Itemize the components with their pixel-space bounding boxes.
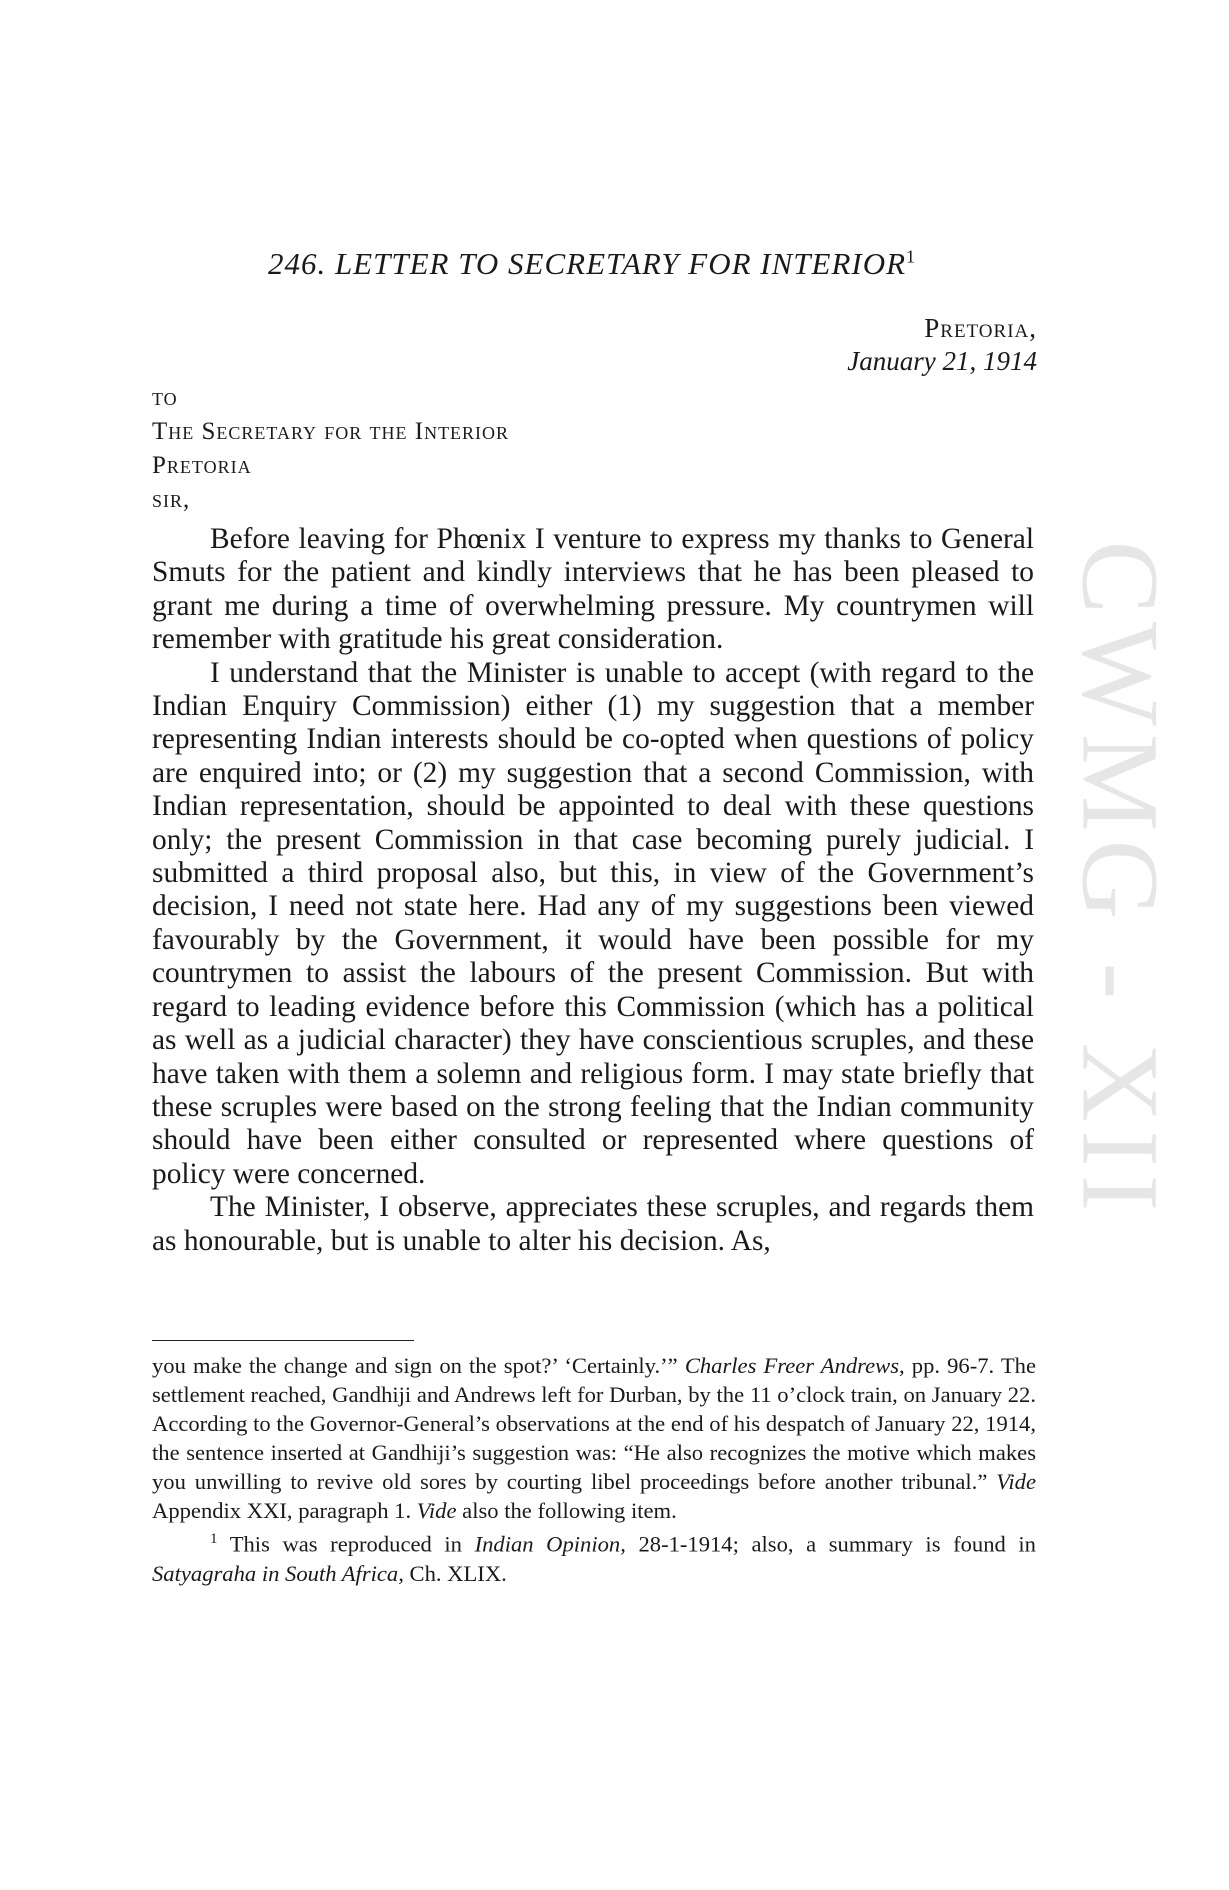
body-paragraph-3: The Minister, I observe, appreciates these scruples, and regards them as honourable, but is unable to alter his decision. As, — [152, 1191, 1034, 1257]
watermark: CWMG - XII — [1059, 540, 1182, 1220]
footnote-text: you make the change and sign on the spot?’ ‘Certainly.’” — [152, 1353, 685, 1378]
salutation: sir, — [152, 486, 191, 513]
footnote-text: Ch. XLIX. — [403, 1560, 507, 1586]
body-paragraph-1: Before leaving for Phœnix I venture to express my thanks to General Smuts for the patient and kindly interviews that he has been pleased to grant me during a time of overwhelming pressure. My countrymen will remember with gratitude his great consideration. — [152, 523, 1034, 656]
footnote-text: This was reproduced in — [217, 1531, 475, 1557]
footnote-text: also the following item. — [456, 1498, 677, 1523]
body-paragraph-2: I understand that the Minister is unable to accept (with regard to the Indian Enquiry Commission) either (1) my suggestion that a member representing Indian interests should be co-opted when questions of policy are enquired into; or (2) my suggestion that a second Commission, with Indian representation, should be appointed to deal with these questions only; the present Commission in that case becoming purely judicial. I submitted a third proposal also, but this, in view of the Government’s decision, I need not state here. Had any of my suggestions been viewed favourably by the Government, it would have been possible for my countrymen to assist the labours of the present Commission. But with regard to leading evidence before this Commission (which has a political as well as a judicial character) they have conscientious scruples, and these have taken with them a solemn and religious form. I may state briefly that these scruples were based on the strong feeling that the Indian community should have been either consulted or represented where questions of policy were concerned. — [152, 656, 1034, 1190]
dateline-place: Pretoria, — [924, 313, 1037, 343]
addressee: The Secretary for the Interior — [152, 418, 510, 445]
footnote-continuation — [152, 1351, 1036, 1525]
dateline-date: January 21, 1914 — [847, 346, 1037, 376]
footnote-divider — [152, 1340, 414, 1341]
footnotes — [152, 1351, 1036, 1588]
footnote-1 — [152, 1525, 1036, 1588]
letter-title: LETTER TO SECRETARY FOR INTERIOR — [334, 246, 907, 281]
footnote-vide: Vide — [996, 1469, 1036, 1494]
address-city: Pretoria — [152, 452, 252, 479]
footnote-text: 28-1-1914; also, a summary is found in — [625, 1531, 1036, 1557]
footnote-book-title: Satyagraha in South Africa, — [152, 1560, 404, 1586]
letter-heading — [152, 246, 1032, 282]
letter-body — [152, 523, 1034, 1258]
footnote-publication: Indian Opinion, — [474, 1531, 626, 1557]
footnote-text: pp. 96-7. The settlement reached, Gandhiji and Andrews left for Durban, by the 11 o’clock train, on January 22. According to the Governor-General’s observations at the end of his despatch of January 22, 1914, the sentence inserted at Gandhiji’s suggestion was: “He also recognizes the motive which makes you unwilling to revive old sores by courting libel proceedings before another tribunal.” — [152, 1353, 1037, 1494]
footnote-vide: Vide — [416, 1498, 457, 1523]
footnote-text: Appendix XXI, paragraph 1. — [152, 1498, 417, 1523]
letter-number: 246. — [267, 246, 327, 281]
heading-footnote-mark: 1 — [906, 246, 917, 267]
footnote-source-title: Charles Freer Andrews, — [684, 1353, 905, 1378]
footnote-1-mark: 1 — [210, 1531, 218, 1547]
address-to: to — [152, 384, 178, 411]
